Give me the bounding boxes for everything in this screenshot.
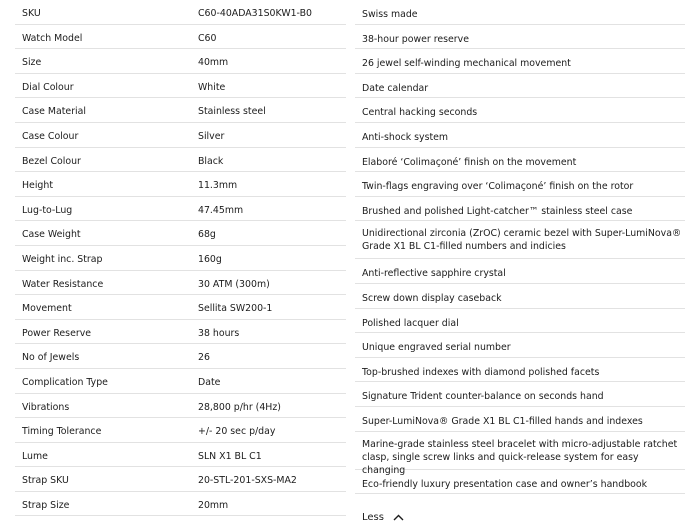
feature-text: Signature Trident counter-balance on seconds hand [362,391,604,403]
feature-text: Unique engraved serial number [362,342,511,354]
spec-label: Strap SKU [22,475,69,487]
spec-row [15,394,346,419]
spec-value: Sellita SW200-1 [198,303,273,315]
spec-row [15,320,346,345]
spec-value: 20mm [198,499,229,511]
feature-row [355,0,685,25]
spec-row [15,197,346,222]
feature-text: Swiss made [362,9,418,20]
chevron-up-icon [393,514,404,521]
spec-label: Height [22,180,53,192]
spec-label: Power Reserve [22,327,92,339]
spec-value: Date [198,376,221,388]
specifications-table [15,0,346,516]
feature-text: Date calendar [362,82,429,94]
spec-label: No of Jewels [22,352,80,364]
spec-row [15,98,346,123]
spec-row [15,418,346,443]
feature-row [355,259,685,284]
spec-value: Silver [198,130,225,142]
spec-value: 160g [198,253,222,265]
spec-value: SLN X1 BL C1 [198,450,262,462]
spec-row [15,49,346,74]
spec-label: Lug-to-Lug [22,204,73,216]
feature-text: Top-brushed indexes with diamond polished facets [362,366,600,378]
feature-row [355,432,685,476]
spec-label: Dial Colour [22,81,74,93]
spec-row [15,246,346,271]
feature-text: 38-hour power reserve [362,33,469,45]
spec-value: C60-40ADA31S0KW1-B0 [198,8,313,19]
spec-row [15,123,346,148]
spec-value: +/- 20 sec p/day [198,426,276,438]
spec-label: Water Resistance [22,278,104,290]
feature-text: 26 jewel self-winding mechanical movement [362,58,571,70]
feature-row [355,309,685,334]
spec-value: 38 hours [198,327,240,339]
feature-row [355,284,685,309]
feature-row [355,74,685,99]
spec-label: Size [22,57,42,69]
feature-row [355,407,685,432]
feature-row [355,470,685,495]
spec-row [15,271,346,296]
feature-text: Marine-grade stainless steel bracelet with micro-adjustable ratchet clasp, single screw links and quick-release system for easy changing [362,438,678,476]
feature-row [355,358,685,383]
feature-text: Central hacking seconds [362,107,478,119]
spec-row [15,344,346,369]
spec-label: Watch Model [22,32,83,44]
spec-label: Case Material [22,106,87,118]
feature-text: Screw down display caseback [362,292,502,304]
spec-label: SKU [22,8,41,19]
spec-value: 11.3mm [198,180,238,192]
spec-row [15,467,346,492]
feature-row [355,25,685,50]
spec-value: White [198,81,226,93]
feature-row [355,382,685,407]
spec-row [15,25,346,50]
feature-row [355,49,685,74]
spec-label: Case Weight [22,229,81,241]
spec-label: Timing Tolerance [22,426,102,438]
spec-label: Complication Type [22,376,108,388]
spec-row [15,0,346,25]
feature-text: Eco-friendly luxury presentation case and owner’s handbook [362,478,648,490]
feature-text: Anti-shock system [362,131,449,143]
spec-label: Lume [22,450,48,462]
spec-value: 28,800 p/hr (4Hz) [198,401,281,413]
feature-text: Twin-flags engraving over ‘Colimaçoné’ finish on the rotor [362,181,634,193]
spec-row [15,74,346,99]
spec-label: Vibrations [22,401,70,413]
spec-row [15,221,346,246]
spec-value: Black [198,155,224,167]
spec-row [15,369,346,394]
feature-row [355,123,685,148]
spec-label: Movement [22,303,72,315]
spec-value: C60 [198,32,217,44]
feature-text: Brushed and polished Light-catcher™ stainless steel case [362,205,633,217]
feature-text: Unidirectional zirconia (ZrOC) ceramic bezel with Super-LumiNova® Grade X1 BL C1-filled numbers and indicies [362,228,682,253]
spec-value: 30 ATM (300m) [198,278,270,290]
spec-value: 20-STL-201-SXS-MA2 [198,475,297,487]
less-label: Less [362,512,384,523]
feature-row [355,197,685,222]
spec-value: 40mm [198,57,229,69]
spec-value: Stainless steel [198,106,266,118]
feature-text: Super-LumiNova® Grade X1 BL C1-filled hands and indexes [362,415,643,427]
spec-row [15,172,346,197]
spec-label: Case Colour [22,130,79,142]
feature-row [355,333,685,358]
feature-row [355,98,685,123]
spec-row [15,148,346,173]
feature-text: Polished lacquer dial [362,317,459,329]
feature-row [355,221,685,259]
features-list [355,0,685,494]
spec-row [15,443,346,468]
feature-text: Anti-reflective sapphire crystal [362,268,506,280]
spec-label: Bezel Colour [22,155,81,167]
feature-row [355,172,685,197]
feature-row [355,148,685,173]
less-toggle[interactable] [362,512,404,523]
spec-row [15,492,346,517]
spec-row [15,295,346,320]
spec-value: 68g [198,229,216,241]
spec-value: 47.45mm [198,204,244,216]
feature-text: Elaboré ‘Colimaçoné’ finish on the movement [362,156,577,168]
spec-label: Weight inc. Strap [22,253,103,265]
spec-label: Strap Size [22,499,70,511]
spec-value: 26 [198,352,210,364]
